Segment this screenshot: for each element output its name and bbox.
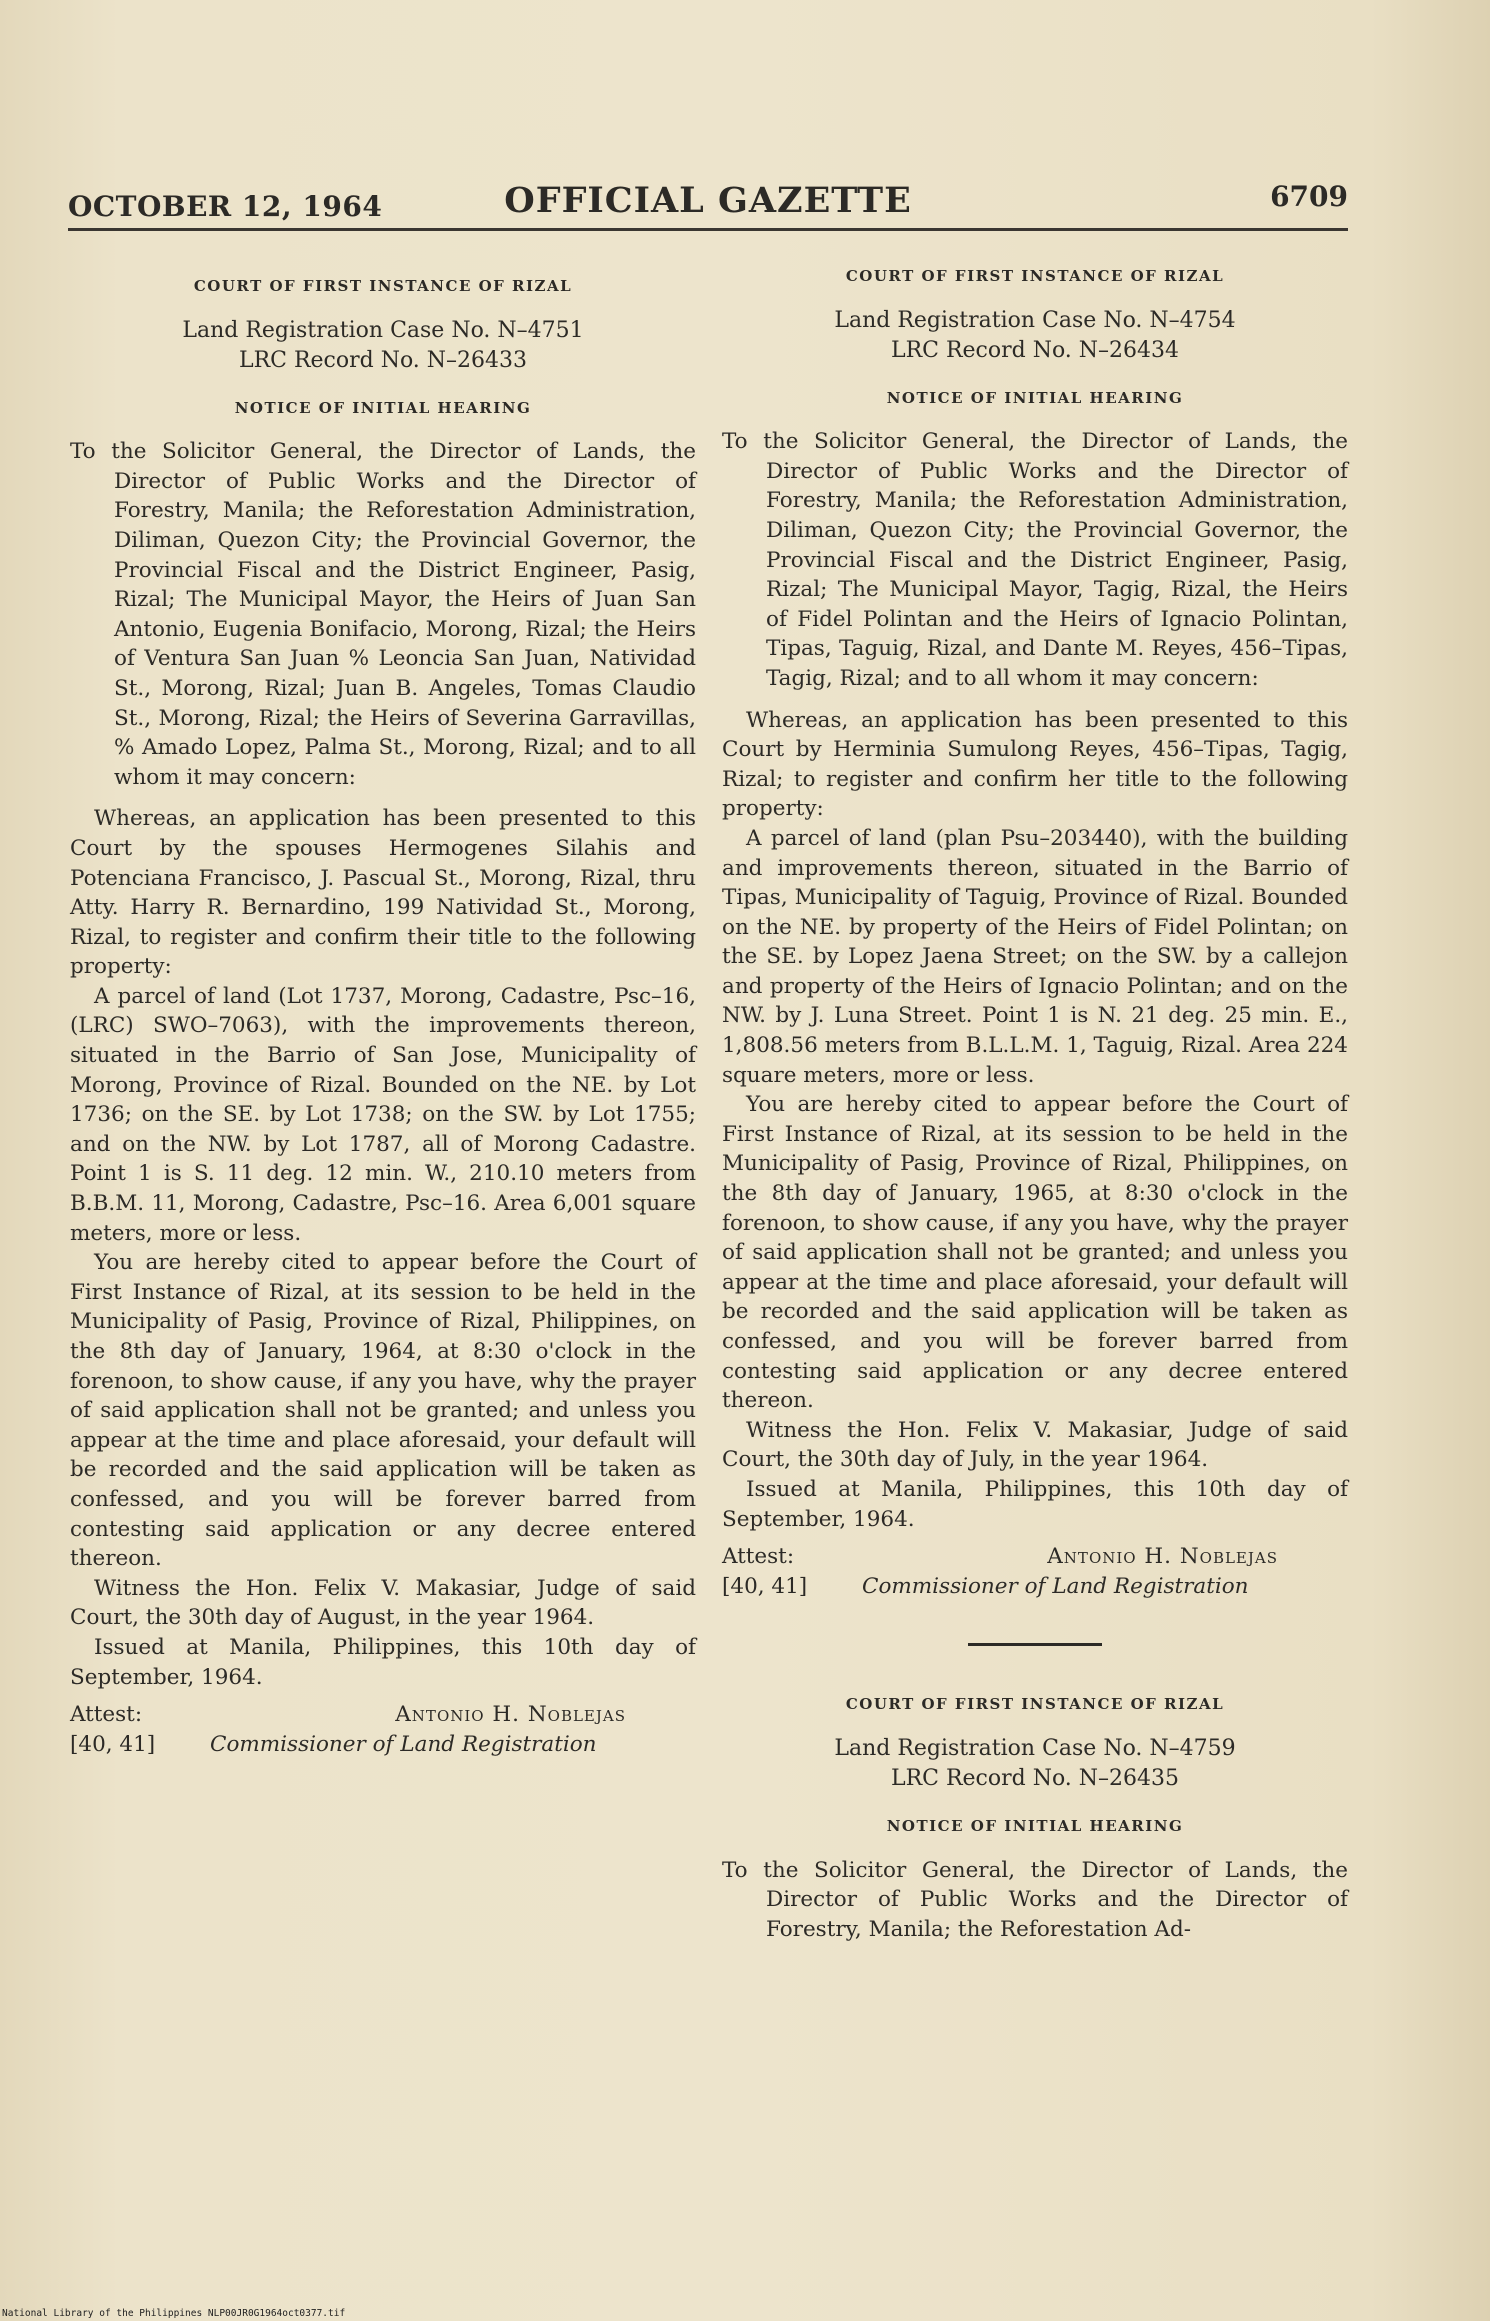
signatory-title: Commissioner of Land Registration — [210, 1731, 597, 1757]
notice-heading: NOTICE OF INITIAL HEARING — [886, 1816, 1184, 1835]
addressees: To the Solicitor General, the Director of Lands, the Director of Public Works and the Director of Forestry, Manila; the Reforestation Administration, Diliman, Quezon City; the Provincial Governor, the Provincial Fiscal and the District Engineer, Pasig, Rizal; The Municipal Mayor, Tagig, Rizal, the Heirs of Fidel Polintan and the Heirs of Ignacio Polintan, Tipas, Taguig, Rizal, and Dante M. Reyes, 456–Tipas, Tagig, Rizal; and to all whom it may concern: — [722, 429, 1348, 691]
paragraph-citation: You are hereby cited to appear before the Court of First Instance of Rizal, at its session to be held in the Municipality of Pasig, Province of Rizal, Philippines, on the 8th day of January, 1965, at 8:30 o'clock in the forenoon, to show cause, if any you have, why the prayer of said application shall not be granted; and unless you appear at the time and place aforesaid, your default will be recorded and the said application will be taken as confessed, and you will be forever barred from contesting said application or any decree entered thereon. — [722, 1092, 1348, 1414]
notice-divider — [968, 1643, 1102, 1646]
reference-number: [40, 41] — [722, 1573, 808, 1599]
paragraph-witness: Witness the Hon. Felix V. Makasiar, Judge of said Court, the 30th day of August, in the year 1964. — [70, 1575, 696, 1631]
addressees: To the Solicitor General, the Director of Lands, the Director of Public Works and the Director of Forestry, Manila; the Reforestation Administration, Diliman, Quezon City; the Provincial Governor, the Provincial Fiscal and the District Engineer, Pasig, Rizal; The Municipal Mayor, the Heirs of Juan San Antonio, Eugenia Bonifacio, Morong, Rizal; the Heirs of Ventura San Juan % Leoncia San Juan, Natividad St., Morong, Rizal; Juan B. Angeles, Tomas Claudio St., Morong, Rizal; the Heirs of Severina Garravillas, % Amado Lopez, Palma St., Morong, Rizal; and to all whom it may concern: — [70, 439, 696, 790]
publication-title: OFFICIAL GAZETTE — [504, 180, 912, 221]
signatory-title: Commissioner of Land Registration — [862, 1573, 1249, 1599]
signature-line — [70, 1730, 696, 1760]
signatory-name: Antonio H. Noblejas — [395, 1702, 626, 1728]
record-number: LRC Record No. N–26434 — [890, 337, 1180, 363]
case-number: Land Registration Case No. N–4754 — [834, 307, 1236, 333]
case-numbers — [70, 316, 696, 376]
paragraph-witness: Witness the Hon. Felix V. Makasiar, Judge of said Court, the 30th day of July, in the year 1964. — [722, 1417, 1348, 1473]
notice-n4759 — [722, 1690, 1348, 1944]
paragraph-issued: Issued at Manila, Philippines, this 10th day of September, 1964. — [70, 1634, 696, 1690]
court-name: COURT OF FIRST INSTANCE OF RIZAL — [845, 1695, 1225, 1714]
attest-line — [70, 1700, 696, 1730]
case-number: Land Registration Case No. N–4751 — [182, 317, 584, 343]
court-name: COURT OF FIRST INSTANCE OF RIZAL — [193, 277, 573, 295]
attest-label: Attest: — [722, 1544, 795, 1570]
page-header — [68, 180, 1348, 226]
left-column — [70, 272, 696, 1759]
issue-date: OCTOBER 12, 1964 — [68, 190, 383, 223]
page-number: 6709 — [1270, 180, 1348, 213]
record-number: LRC Record No. N–26433 — [238, 347, 528, 373]
signatory-name: Antonio H. Noblejas — [1047, 1544, 1278, 1570]
record-number: LRC Record No. N–26435 — [890, 1765, 1180, 1791]
attest-label: Attest: — [70, 1702, 143, 1728]
notice-heading: NOTICE OF INITIAL HEARING — [886, 388, 1184, 407]
notice-n4754 — [722, 262, 1348, 1601]
signature-line — [722, 1572, 1348, 1602]
paragraph-citation: You are hereby cited to appear before the Court of First Instance of Rizal, at its session to be held in the Municipality of Pasig, Province of Rizal, Philippines, on the 8th day of January, 1964, at 8:30 o'clock in the forenoon, to show cause, if any you have, why the prayer of said application shall not be granted; and unless you appear at the time and place aforesaid, your default will be recorded and the said application will be taken as confessed, and you will be forever barred from contesting said application or any decree entered thereon. — [70, 1250, 696, 1572]
case-number: Land Registration Case No. N–4759 — [834, 1735, 1236, 1761]
case-numbers — [722, 306, 1348, 366]
paragraph-application: Whereas, an application has been presented to this Court by the spouses Hermogenes Silahis and Potenciana Francisco, J. Pascual St., Morong, Rizal, thru Atty. Harry R. Bernardino, 199 Natividad St., Morong, Rizal, to register and confirm their title to the following property: — [70, 806, 696, 980]
addressees: To the Solicitor General, the Director of Lands, the Director of Public Works and the Director of Forestry, Manila; the Reforestation Ad- — [722, 1857, 1348, 1942]
paragraph-application: Whereas, an application has been presented to this Court by Herminia Sumulong Reyes, 456–Tipas, Tagig, Rizal; to register and confirm her title to the following property: — [722, 707, 1348, 822]
notice-heading: NOTICE OF INITIAL HEARING — [234, 398, 532, 417]
paragraph-property: A parcel of land (plan Psu–203440), with the building and improvements thereon, situated in the Barrio of Tipas, Municipality of Taguig, Province of Rizal. Bounded on the NE. by property of the Heirs of Fidel Polintan; on the SE. by Lopez Jaena Street; on the SW. by a callejon and property of the Heirs of Ignacio Polintan; and on the NW. by J. Luna Street. Point 1 is N. 21 deg. 25 min. E., 1,808.56 meters from B.L.L.M. 1, Taguig, Rizal. Area 224 square meters, more or less. — [722, 825, 1348, 1088]
scan-footer: National Library of the Philippines NLP00JR0G1964oct0377.tif — [2, 2308, 346, 2319]
paragraph-issued: Issued at Manila, Philippines, this 10th day of September, 1964. — [722, 1476, 1348, 1532]
attest-line — [722, 1542, 1348, 1572]
case-numbers — [722, 1734, 1348, 1794]
reference-number: [40, 41] — [70, 1731, 156, 1757]
paragraph-property: A parcel of land (Lot 1737, Morong, Cadastre, Psc–16, (LRC) SWO–7063), with the improvements thereon, situated in the Barrio of San Jose, Municipality of Morong, Province of Rizal. Bounded on the NE. by Lot 1736; on the SE. by Lot 1738; on the SW. by Lot 1755; and on the NW. by Lot 1787, all of Morong Cadastre. Point 1 is S. 11 deg. 12 min. W., 210.10 meters from B.B.M. 11, Morong, Cadastre, Psc–16. Area 6,001 square meters, more or less. — [70, 983, 696, 1246]
court-name: COURT OF FIRST INSTANCE OF RIZAL — [845, 267, 1225, 285]
right-column — [722, 262, 1348, 1956]
notice-n4751 — [70, 272, 696, 1759]
header-rule — [68, 228, 1348, 231]
